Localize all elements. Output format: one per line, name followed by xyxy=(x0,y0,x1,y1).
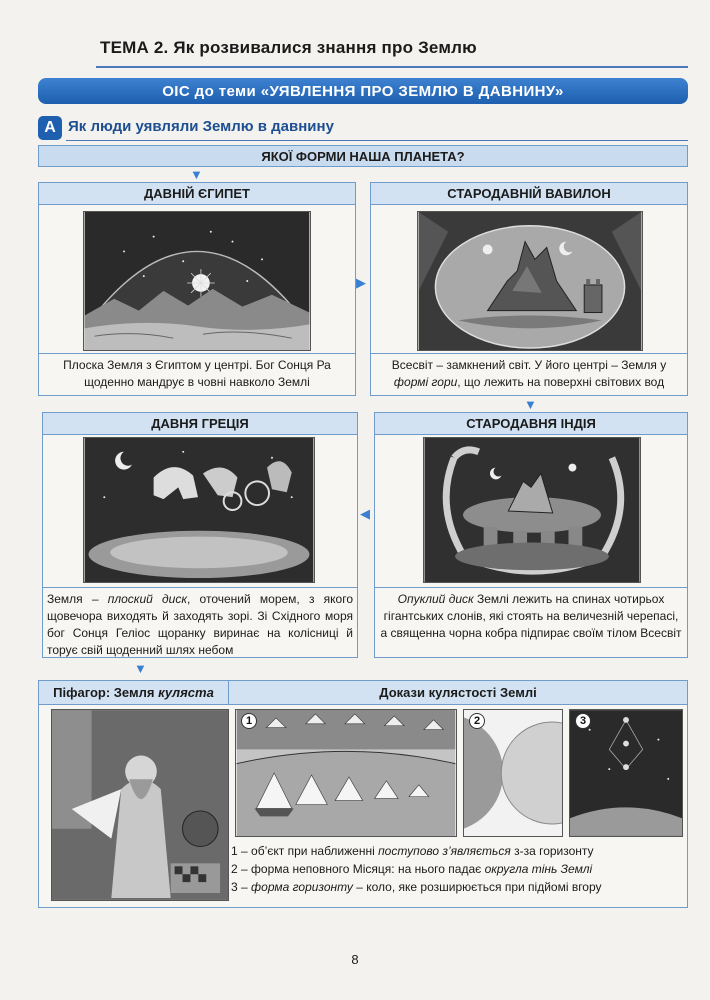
proof1-text xyxy=(231,843,594,860)
panel-india xyxy=(374,412,688,658)
proof1-c: з-за горизонту xyxy=(510,844,594,858)
arrow-down-icon: ▼ xyxy=(134,661,147,676)
proof3-c: – коло, яке розширюється при підйомі вгору xyxy=(352,880,602,894)
arrow-down-icon: ▼ xyxy=(190,167,203,182)
panel-egypt-title: ДАВНІЙ ЄГИПЕТ xyxy=(39,183,355,205)
proof2-text xyxy=(231,861,592,878)
proof2-a: 2 – форма неповного Місяця: на нього падає xyxy=(231,862,485,876)
page-number: 8 xyxy=(351,952,359,967)
proof1-italic: поступово з’являється xyxy=(378,844,511,858)
proof1-a: 1 – об’єкт при наближенні xyxy=(231,844,379,858)
section-a-rule xyxy=(66,140,688,141)
section-a-title: Як люди уявляли Землю в давнину xyxy=(68,118,334,135)
panel-egypt xyxy=(38,182,356,396)
panel-greece-title: ДАВНЯ ГРЕЦІЯ xyxy=(43,413,357,435)
pythagoras-label: Піфагор: Земля xyxy=(53,685,155,700)
proof2-badge: 2 xyxy=(469,713,485,729)
pythagoras-illustration xyxy=(51,709,229,901)
panel-greece xyxy=(42,412,358,658)
proof3-badge: 3 xyxy=(575,713,591,729)
topic-title: ТЕМА 2. Як розвивалися знання про Землю xyxy=(100,38,477,57)
greece-caption-a: Земля – xyxy=(47,592,108,606)
pythagoras-heading xyxy=(39,681,229,705)
pythagoras-italic: куляста xyxy=(158,685,214,700)
topic-rule xyxy=(96,66,688,68)
arrow-down-icon: ▼ xyxy=(524,397,537,412)
topic-banner: ОІС до теми «УЯВЛЕННЯ ПРО ЗЕМЛЮ В ДАВНИНУ» xyxy=(38,78,688,104)
india-caption-italic: Опуклий диск xyxy=(397,592,474,606)
proof3-a: 3 – xyxy=(231,880,252,894)
egypt-illustration xyxy=(83,211,311,351)
babylon-caption-rest: , що лежить на поверхні світових вод xyxy=(457,375,665,389)
babylon-caption-line2 xyxy=(375,374,683,391)
proof3-italic: форма горизонту xyxy=(251,880,353,894)
panel-india-caption xyxy=(375,587,687,659)
panel-babylon-title: СТАРОДАВНІЙ ВАВИЛОН xyxy=(371,183,687,205)
section-a-badge: А xyxy=(38,116,62,140)
arrow-left-icon: ◀ xyxy=(360,506,370,521)
proof1-badge: 1 xyxy=(241,713,257,729)
proofs-heading: Докази кулястості Землі xyxy=(229,681,687,705)
panel-babylon xyxy=(370,182,688,396)
panel-india-title: СТАРОДАВНЯ ІНДІЯ xyxy=(375,413,687,435)
proof1-ships-illustration xyxy=(235,709,457,837)
greece-illustration xyxy=(83,437,315,583)
babylon-illustration xyxy=(417,211,643,351)
panel-egypt-caption xyxy=(39,353,355,397)
india-illustration xyxy=(423,437,641,583)
question-bar: ЯКОЇ ФОРМИ НАША ПЛАНЕТА? xyxy=(38,145,688,167)
panel-babylon-caption xyxy=(371,353,687,397)
egypt-caption-line1: Плоска Земля з Єгиптом у центрі. Бог Сонця Ра xyxy=(63,358,331,372)
egypt-caption-line2: щоденно мандрує в човні навколо Землі xyxy=(84,375,310,389)
babylon-caption-line1: Всесвіт – замкнений світ. У його центрі – Земля у xyxy=(391,358,667,372)
panel-greece-caption xyxy=(43,587,357,659)
greece-caption-c: , оточений морем, з якого щовечора виходять й заходять зорі. Зі Східного моря бог Сонця Геліос щоранку виринає на колісниці й торує свій щоденний шлях небом xyxy=(47,592,354,657)
proof2-italic: округла тінь Землі xyxy=(484,862,593,876)
greece-caption-italic: плоский диск xyxy=(107,592,188,606)
india-caption-rest: Землі лежить на спинах чотирьох гігантських слонів, які стоять на величезній черепасі, а священна чорна кобра підпирає своїм тілом Всесвіт xyxy=(380,592,682,640)
arrow-right-icon: ▶ xyxy=(356,275,366,290)
proof3-text xyxy=(231,879,602,896)
bottom-section xyxy=(38,680,688,908)
babylon-caption-italic: формі гори xyxy=(393,375,458,389)
